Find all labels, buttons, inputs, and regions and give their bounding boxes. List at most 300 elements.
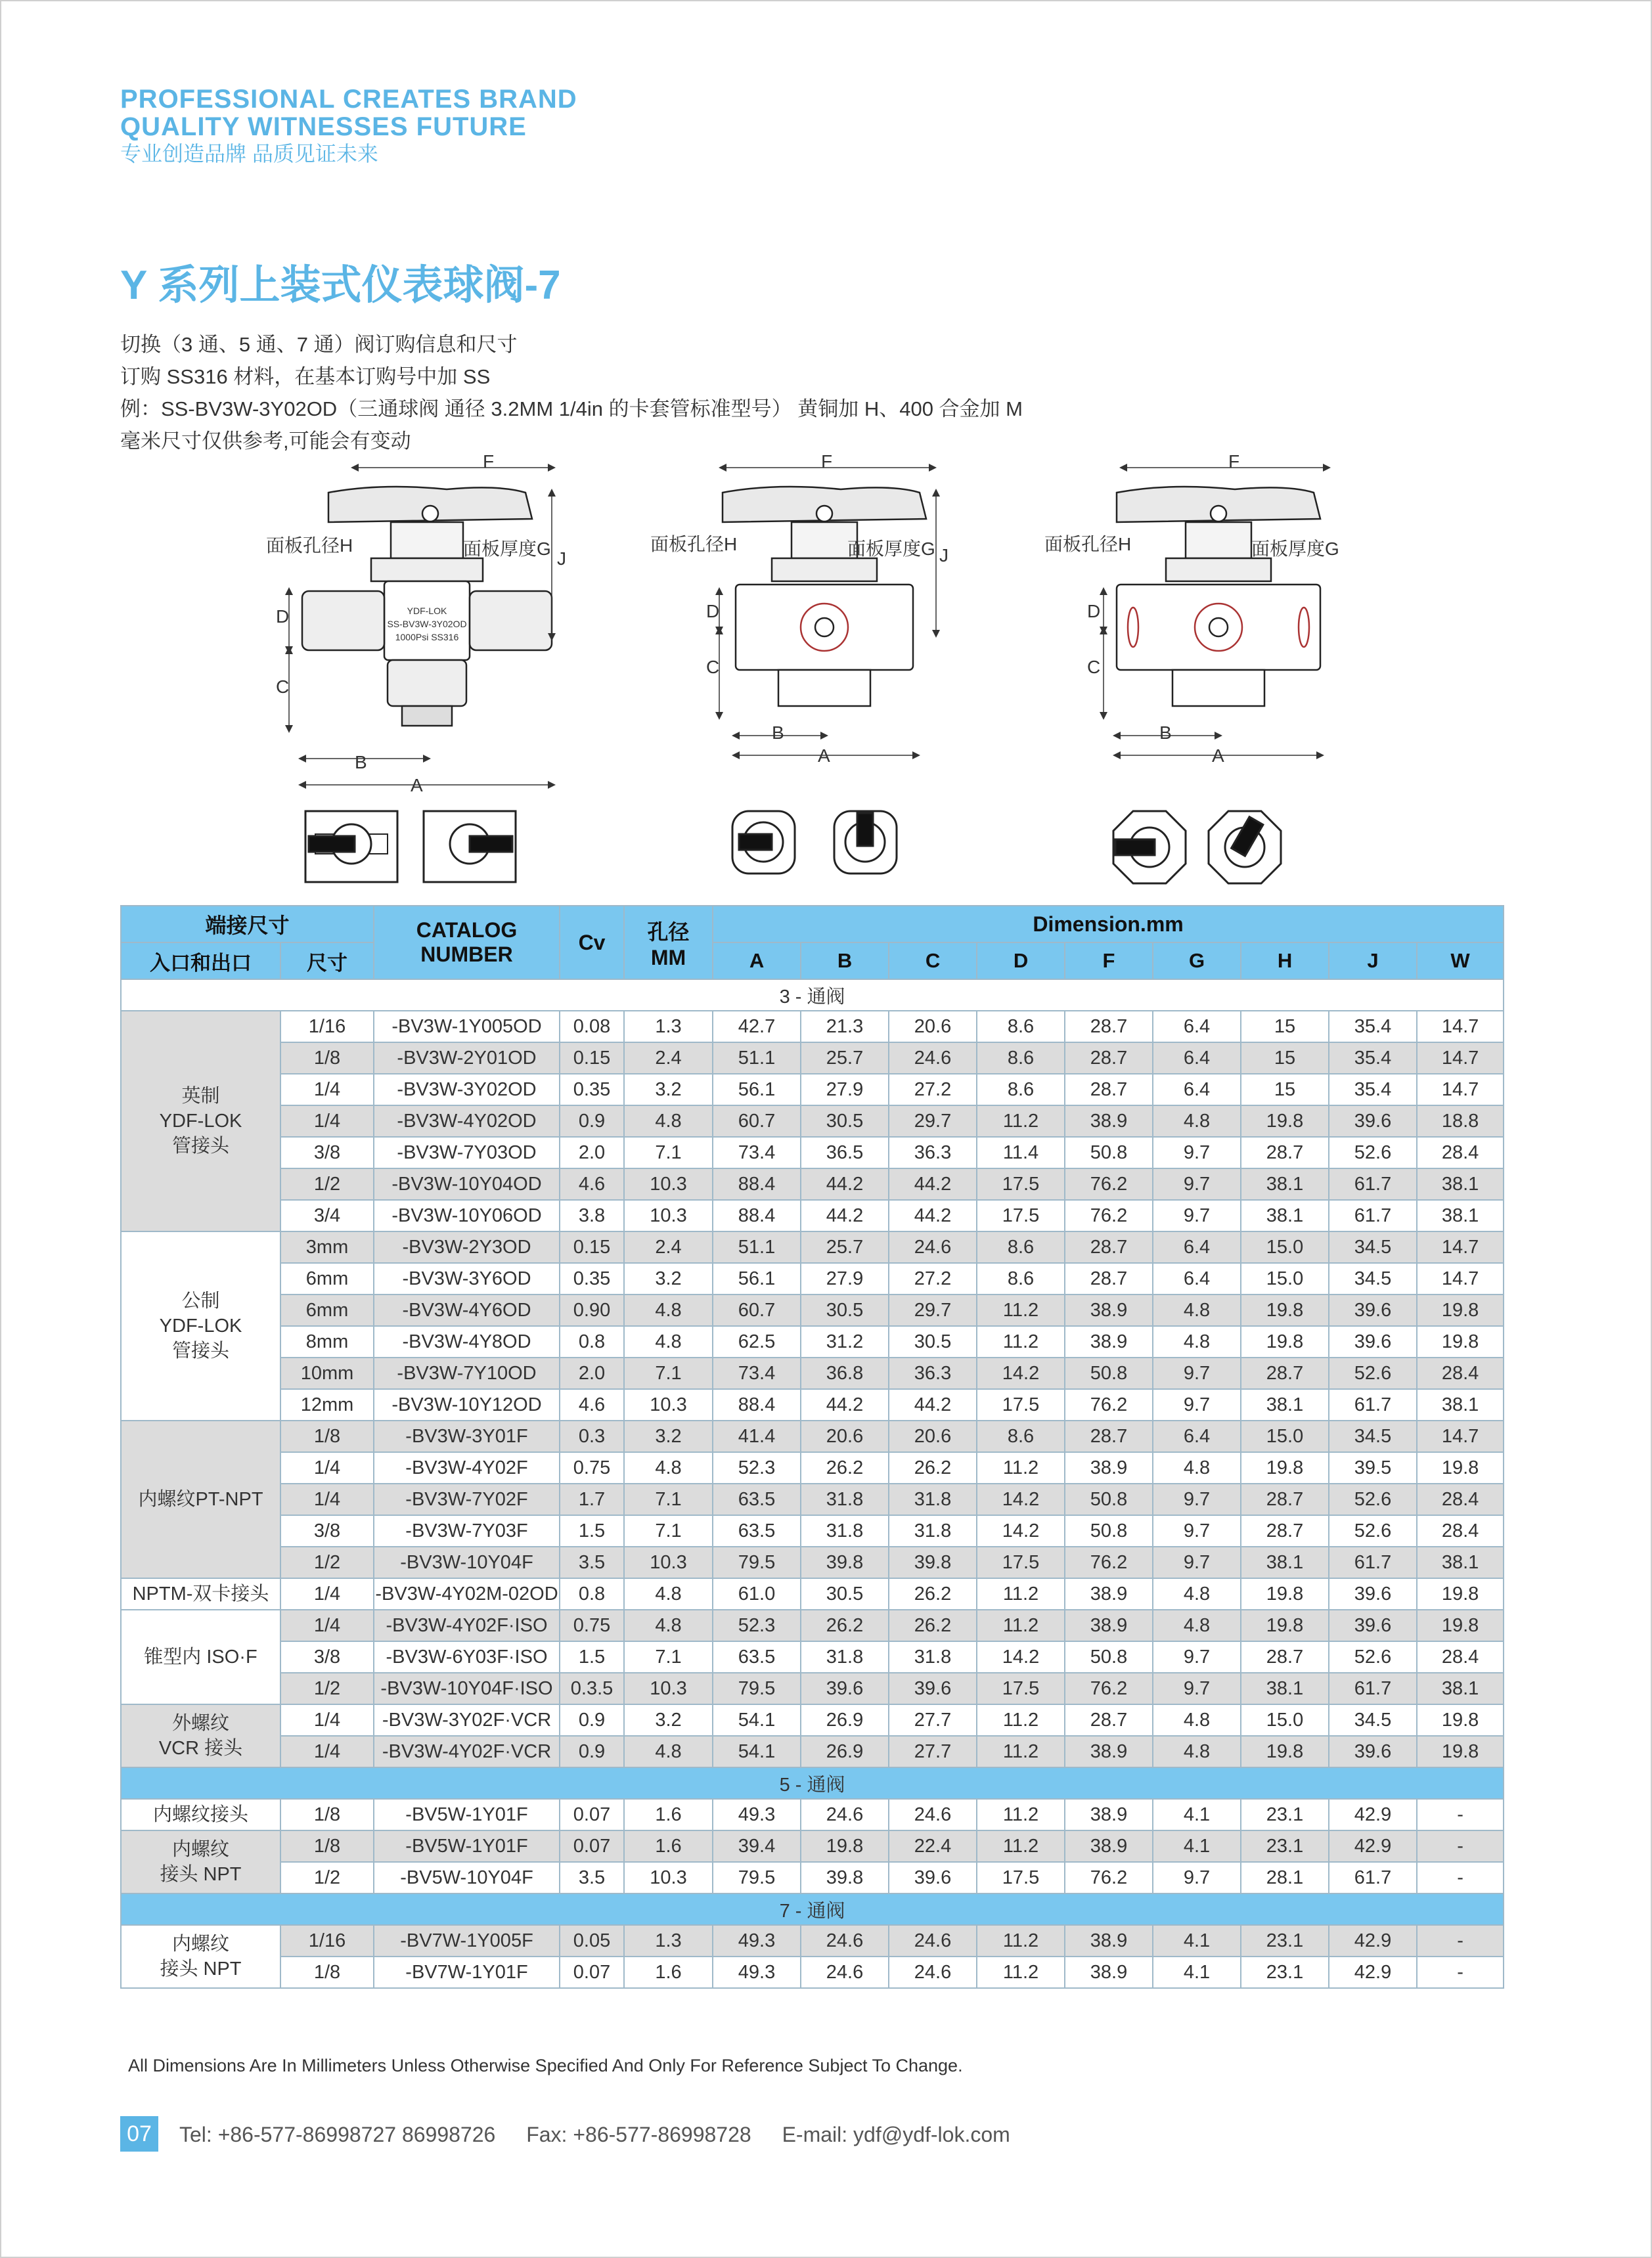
cell-b: 26.9 [801,1704,889,1736]
group-label [121,1830,280,1893]
table-row [121,1641,1504,1673]
cell-g: 4.1 [1153,1957,1241,1988]
cell-catalog: -BV3W-3Y02F·VCR [374,1704,560,1736]
cell-cv: 0.9 [560,1105,624,1137]
cell-d: 17.5 [977,1168,1065,1200]
table-row [121,1011,1504,1042]
dim-label-A: A [411,775,423,795]
cell-b: 31.8 [801,1515,889,1547]
table-row [121,1484,1504,1515]
page-number: 07 [120,2116,158,2152]
group-label-line: VCR 接头 [158,1738,243,1759]
th-dimension: Dimension.mm [713,906,1504,942]
cell-b: 27.9 [801,1074,889,1105]
cell-w: 28.4 [1417,1641,1504,1673]
cell-cv: 3.5 [560,1862,624,1893]
cell-size: 1/4 [280,1484,374,1515]
section-row [121,1893,1504,1925]
cell-c: 24.6 [889,1957,977,1988]
cell-cv: 0.3 [560,1421,624,1452]
th-cv: Cv [560,906,624,979]
table-row [121,1421,1504,1452]
cell-j: 34.5 [1329,1704,1417,1736]
body-text-line: YDF-LOK [407,606,447,616]
cell-c: 29.7 [889,1105,977,1137]
dim-label-C: C [276,676,290,697]
cell-a: 60.7 [713,1105,801,1137]
cell-w: 38.1 [1417,1168,1504,1200]
table-row [121,1042,1504,1074]
cell-h: 19.8 [1241,1578,1329,1610]
cell-f: 76.2 [1065,1200,1153,1231]
cell-g: 4.1 [1153,1925,1241,1957]
cell-a: 88.4 [713,1389,801,1421]
group-label-line: 接头 NPT [160,1864,242,1885]
cell-size: 1/4 [280,1578,374,1610]
intro-text [120,328,1023,457]
cell-c: 39.6 [889,1673,977,1704]
cell-catalog: -BV3W-4Y02F [374,1452,560,1484]
group-label: 内螺纹接头 [121,1799,280,1830]
cell-size: 1/8 [280,1421,374,1452]
cell-g: 4.8 [1153,1105,1241,1137]
cell-h: 28.7 [1241,1641,1329,1673]
cell-g: 9.7 [1153,1137,1241,1168]
cell-size: 3/8 [280,1515,374,1547]
cell-d: 17.5 [977,1862,1065,1893]
cell-b: 25.7 [801,1042,889,1074]
cell-d: 11.2 [977,1105,1065,1137]
group-label-line: YDF-LOK [159,1111,242,1132]
body-text-line: SS-BV3W-3Y02OD [387,619,467,629]
contact-tel: Tel: +86-577-86998727 86998726 [179,2123,496,2146]
slogan-line1: PROFESSIONAL CREATES BRAND [120,85,577,114]
dim-label-B: B [772,722,784,743]
cell-f: 38.9 [1065,1295,1153,1326]
cell-d: 11.2 [977,1830,1065,1862]
cell-catalog: -BV3W-10Y12OD [374,1389,560,1421]
cell-size: 1/2 [280,1168,374,1200]
cell-a: 63.5 [713,1484,801,1515]
cell-catalog: -BV7W-1Y005F [374,1925,560,1957]
cell-h: 38.1 [1241,1389,1329,1421]
cell-d: 11.2 [977,1578,1065,1610]
cell-size: 1/4 [280,1452,374,1484]
cell-a: 56.1 [713,1074,801,1105]
cell-h: 15 [1241,1011,1329,1042]
table-row [121,1610,1504,1641]
table-row [121,1137,1504,1168]
cell-b: 20.6 [801,1421,889,1452]
cell-w: - [1417,1862,1504,1893]
group-label [121,1704,280,1767]
cell-f: 50.8 [1065,1358,1153,1389]
cell-catalog: -BV3W-4Y8OD [374,1326,560,1358]
cell-cv: 2.0 [560,1358,624,1389]
cell-h: 38.1 [1241,1168,1329,1200]
cell-h: 28.1 [1241,1862,1329,1893]
cell-g: 6.4 [1153,1231,1241,1263]
label-panel-thickness: 面板厚度G [847,539,935,559]
cell-g: 6.4 [1153,1011,1241,1042]
cell-f: 28.7 [1065,1231,1153,1263]
cell-d: 11.2 [977,1736,1065,1767]
cell-size: 1/16 [280,1011,374,1042]
th-col: D [977,942,1065,979]
cell-cv: 0.75 [560,1452,624,1484]
cell-g: 4.1 [1153,1799,1241,1830]
cell-bore: 10.3 [624,1389,713,1421]
intro-line: 毫米尺寸仅供参考,可能会有变动 [120,430,411,453]
cell-cv: 0.35 [560,1074,624,1105]
cell-c: 44.2 [889,1168,977,1200]
table-row [121,1168,1504,1200]
cell-d: 14.2 [977,1515,1065,1547]
intro-line: 例：SS-BV3W-3Y02OD（三通球阀 通径 3.2MM 1/4in 的卡套管标准型号） 黄铜加 H、400 合金加 M [120,397,1023,420]
cell-c: 24.6 [889,1799,977,1830]
dim-label-F: F [821,453,833,472]
cell-catalog: -BV3W-10Y04F [374,1547,560,1578]
cell-h: 28.7 [1241,1515,1329,1547]
cell-g: 9.7 [1153,1641,1241,1673]
cell-j: 39.6 [1329,1326,1417,1358]
cell-cv: 1.5 [560,1515,624,1547]
cell-size: 3mm [280,1231,374,1263]
table-row [121,1578,1504,1610]
cell-a: 60.7 [713,1295,801,1326]
group-label-line: 管接头 [171,1136,229,1157]
contact-fax: Fax: +86-577-86998728 [526,2123,751,2146]
cell-bore: 10.3 [624,1547,713,1578]
cell-j: 39.6 [1329,1578,1417,1610]
cell-g: 4.8 [1153,1326,1241,1358]
cell-catalog: -BV3W-10Y04OD [374,1168,560,1200]
cell-a: 52.3 [713,1452,801,1484]
cell-bore: 4.8 [624,1452,713,1484]
cell-g: 6.4 [1153,1263,1241,1295]
cell-bore: 4.8 [624,1736,713,1767]
cell-a: 73.4 [713,1137,801,1168]
cell-size: 3/4 [280,1200,374,1231]
cell-c: 24.6 [889,1042,977,1074]
section-label: 5 - 通阀 [121,1767,1504,1799]
cell-a: 49.3 [713,1957,801,1988]
cell-c: 24.6 [889,1231,977,1263]
cell-w: 14.7 [1417,1263,1504,1295]
th-col: B [801,942,889,979]
cell-a: 42.7 [713,1011,801,1042]
cell-cv: 0.07 [560,1799,624,1830]
cell-b: 21.3 [801,1011,889,1042]
cell-cv: 0.15 [560,1231,624,1263]
cell-g: 9.7 [1153,1358,1241,1389]
cell-j: 61.7 [1329,1547,1417,1578]
cell-cv: 0.35 [560,1263,624,1295]
th-port-size: 端接尺寸 [121,906,374,942]
cell-h: 19.8 [1241,1736,1329,1767]
cell-g: 4.1 [1153,1830,1241,1862]
cell-w: 18.8 [1417,1105,1504,1137]
cell-bore: 4.8 [624,1326,713,1358]
dim-label-F: F [483,453,495,472]
contact-email: E-mail: ydf@ydf-lok.com [782,2123,1010,2146]
cell-w: 19.8 [1417,1578,1504,1610]
cell-j: 61.7 [1329,1200,1417,1231]
intro-line: 订购 SS316 材料，在基本订购号中加 SS [120,365,491,388]
cell-cv: 0.05 [560,1925,624,1957]
cell-h: 28.7 [1241,1137,1329,1168]
cell-j: 42.9 [1329,1830,1417,1862]
cell-a: 56.1 [713,1263,801,1295]
cell-w: 19.8 [1417,1736,1504,1767]
cell-d: 8.6 [977,1011,1065,1042]
cell-b: 39.8 [801,1862,889,1893]
table-row [121,1231,1504,1263]
cell-a: 52.3 [713,1610,801,1641]
cell-catalog: -BV7W-1Y01F [374,1957,560,1988]
cell-w: 19.8 [1417,1295,1504,1326]
cell-a: 79.5 [713,1673,801,1704]
cell-bore: 7.1 [624,1137,713,1168]
cell-h: 15.0 [1241,1421,1329,1452]
cell-cv: 1.7 [560,1484,624,1515]
cell-f: 28.7 [1065,1042,1153,1074]
table-row [121,1515,1504,1547]
cell-c: 44.2 [889,1200,977,1231]
cell-w: 28.4 [1417,1137,1504,1168]
cell-j: 34.5 [1329,1263,1417,1295]
cell-w: 19.8 [1417,1326,1504,1358]
cell-cv: 0.3.5 [560,1673,624,1704]
cell-w: 38.1 [1417,1673,1504,1704]
cell-size: 3/8 [280,1641,374,1673]
handle-position-icons-2 [732,811,897,874]
cell-a: 54.1 [713,1736,801,1767]
cell-cv: 2.0 [560,1137,624,1168]
cell-g: 6.4 [1153,1042,1241,1074]
cell-w: 19.8 [1417,1704,1504,1736]
cell-size: 1/4 [280,1105,374,1137]
cell-h: 19.8 [1241,1326,1329,1358]
cell-c: 20.6 [889,1011,977,1042]
cell-g: 4.8 [1153,1452,1241,1484]
cell-size: 1/4 [280,1736,374,1767]
cell-h: 38.1 [1241,1673,1329,1704]
cell-catalog: -BV3W-7Y03OD [374,1137,560,1168]
cell-catalog: -BV3W-4Y02F·VCR [374,1736,560,1767]
th-col: W [1417,942,1504,979]
cell-h: 38.1 [1241,1200,1329,1231]
cell-b: 31.2 [801,1326,889,1358]
label-panel-thickness: 面板厚度G [1251,539,1339,559]
cell-cv: 0.08 [560,1011,624,1042]
cell-size: 6mm [280,1295,374,1326]
cell-bore: 10.3 [624,1168,713,1200]
cell-f: 38.9 [1065,1578,1153,1610]
cell-catalog: -BV3W-7Y10OD [374,1358,560,1389]
cell-f: 28.7 [1065,1074,1153,1105]
cell-f: 50.8 [1065,1137,1153,1168]
cell-w: 14.7 [1417,1421,1504,1452]
dim-label-F: F [1228,453,1240,472]
cell-d: 17.5 [977,1200,1065,1231]
cell-cv: 0.07 [560,1957,624,1988]
dim-label-J: J [939,545,949,565]
cell-bore: 3.2 [624,1263,713,1295]
cell-catalog: -BV3W-2Y3OD [374,1231,560,1263]
cell-size: 1/4 [280,1610,374,1641]
cell-c: 36.3 [889,1358,977,1389]
cell-h: 23.1 [1241,1925,1329,1957]
th-catalog: CATALOG NUMBER [374,906,560,979]
cell-c: 27.7 [889,1704,977,1736]
cell-catalog: -BV3W-7Y02F [374,1484,560,1515]
cell-bore: 1.6 [624,1830,713,1862]
cell-b: 25.7 [801,1231,889,1263]
cell-b: 26.9 [801,1736,889,1767]
cell-w: 28.4 [1417,1515,1504,1547]
cell-j: 34.5 [1329,1421,1417,1452]
cell-f: 28.7 [1065,1704,1153,1736]
group-label-line: YDF-LOK [159,1316,242,1337]
cell-j: 42.9 [1329,1957,1417,1988]
cell-h: 23.1 [1241,1830,1329,1862]
cell-g: 6.4 [1153,1421,1241,1452]
cell-g: 9.7 [1153,1389,1241,1421]
cell-b: 27.9 [801,1263,889,1295]
cell-j: 39.6 [1329,1610,1417,1641]
th-col: F [1065,942,1153,979]
cell-b: 26.2 [801,1610,889,1641]
cell-d: 14.2 [977,1358,1065,1389]
group-label [121,1231,280,1421]
label-panel-thickness: 面板厚度G [463,539,551,559]
cell-size: 3/8 [280,1137,374,1168]
cell-w: 38.1 [1417,1200,1504,1231]
cell-f: 38.9 [1065,1957,1153,1988]
cell-catalog: -BV3W-4Y02M-02OD [374,1578,560,1610]
cell-j: 39.5 [1329,1452,1417,1484]
cell-bore: 1.6 [624,1799,713,1830]
cell-bore: 3.2 [624,1704,713,1736]
cell-c: 22.4 [889,1830,977,1862]
cell-w: 38.1 [1417,1389,1504,1421]
cell-j: 52.6 [1329,1484,1417,1515]
cell-f: 28.7 [1065,1421,1153,1452]
cell-c: 26.2 [889,1610,977,1641]
cell-d: 8.6 [977,1421,1065,1452]
cell-catalog: -BV3W-2Y01OD [374,1042,560,1074]
cell-d: 11.2 [977,1295,1065,1326]
cell-bore: 4.8 [624,1578,713,1610]
cell-a: 51.1 [713,1042,801,1074]
cell-c: 26.2 [889,1452,977,1484]
cell-w: 14.7 [1417,1011,1504,1042]
cell-d: 11.2 [977,1452,1065,1484]
cell-w: 14.7 [1417,1231,1504,1263]
cell-d: 8.6 [977,1231,1065,1263]
cell-j: 39.6 [1329,1295,1417,1326]
cell-j: 39.6 [1329,1736,1417,1767]
cell-cv: 0.8 [560,1326,624,1358]
cell-bore: 7.1 [624,1641,713,1673]
cell-g: 9.7 [1153,1200,1241,1231]
cell-size: 1/4 [280,1704,374,1736]
cell-g: 4.8 [1153,1704,1241,1736]
cell-cv: 0.07 [560,1830,624,1862]
cell-bore: 7.1 [624,1358,713,1389]
table-row [121,1547,1504,1578]
dim-label-C: C [706,657,720,677]
cell-c: 27.2 [889,1263,977,1295]
table-row [121,1799,1504,1830]
slogan-line2: QUALITY WITNESSES FUTURE [120,112,527,141]
cell-size: 1/2 [280,1547,374,1578]
cell-d: 17.5 [977,1547,1065,1578]
cell-catalog: -BV3W-4Y02OD [374,1105,560,1137]
table-row [121,1862,1504,1893]
cell-h: 23.1 [1241,1957,1329,1988]
table-row [121,1200,1504,1231]
cell-c: 20.6 [889,1421,977,1452]
body-text-line: 1000Psi SS316 [395,632,459,642]
cell-b: 30.5 [801,1105,889,1137]
cell-catalog: -BV5W-10Y04F [374,1862,560,1893]
cell-f: 38.9 [1065,1736,1153,1767]
cell-j: 61.7 [1329,1168,1417,1200]
cell-j: 42.9 [1329,1799,1417,1830]
cell-g: 4.8 [1153,1736,1241,1767]
cell-bore: 4.8 [624,1105,713,1137]
cell-w: 28.4 [1417,1484,1504,1515]
cell-a: 39.4 [713,1830,801,1862]
cell-b: 24.6 [801,1799,889,1830]
cell-f: 50.8 [1065,1484,1153,1515]
cell-bore: 1.6 [624,1957,713,1988]
cell-catalog: -BV3W-3Y02OD [374,1074,560,1105]
cell-cv: 1.5 [560,1641,624,1673]
cell-d: 17.5 [977,1673,1065,1704]
group-label: 锥型内 ISO·F [121,1610,280,1704]
dim-label-D: D [706,601,720,621]
cell-c: 31.8 [889,1515,977,1547]
cell-bore: 3.2 [624,1421,713,1452]
cell-b: 36.8 [801,1358,889,1389]
dim-label-A: A [818,745,830,766]
cell-w: 19.8 [1417,1452,1504,1484]
cell-h: 38.1 [1241,1547,1329,1578]
cell-c: 39.6 [889,1862,977,1893]
cell-catalog: -BV5W-1Y01F [374,1830,560,1862]
cell-size: 1/2 [280,1862,374,1893]
cell-a: 63.5 [713,1641,801,1673]
th-col: A [713,942,801,979]
section-row [121,979,1504,1011]
group-label [121,1011,280,1231]
handle-position-icons-1 [305,811,516,882]
cell-a: 79.5 [713,1547,801,1578]
table-row [121,1389,1504,1421]
cell-w: 14.7 [1417,1042,1504,1074]
cell-d: 14.2 [977,1484,1065,1515]
cell-g: 9.7 [1153,1673,1241,1704]
cell-w: 19.8 [1417,1610,1504,1641]
valve-diagrams [250,453,1366,887]
cell-h: 28.7 [1241,1484,1329,1515]
cell-catalog: -BV3W-10Y06OD [374,1200,560,1231]
cell-d: 11.2 [977,1799,1065,1830]
cell-cv: 0.15 [560,1042,624,1074]
